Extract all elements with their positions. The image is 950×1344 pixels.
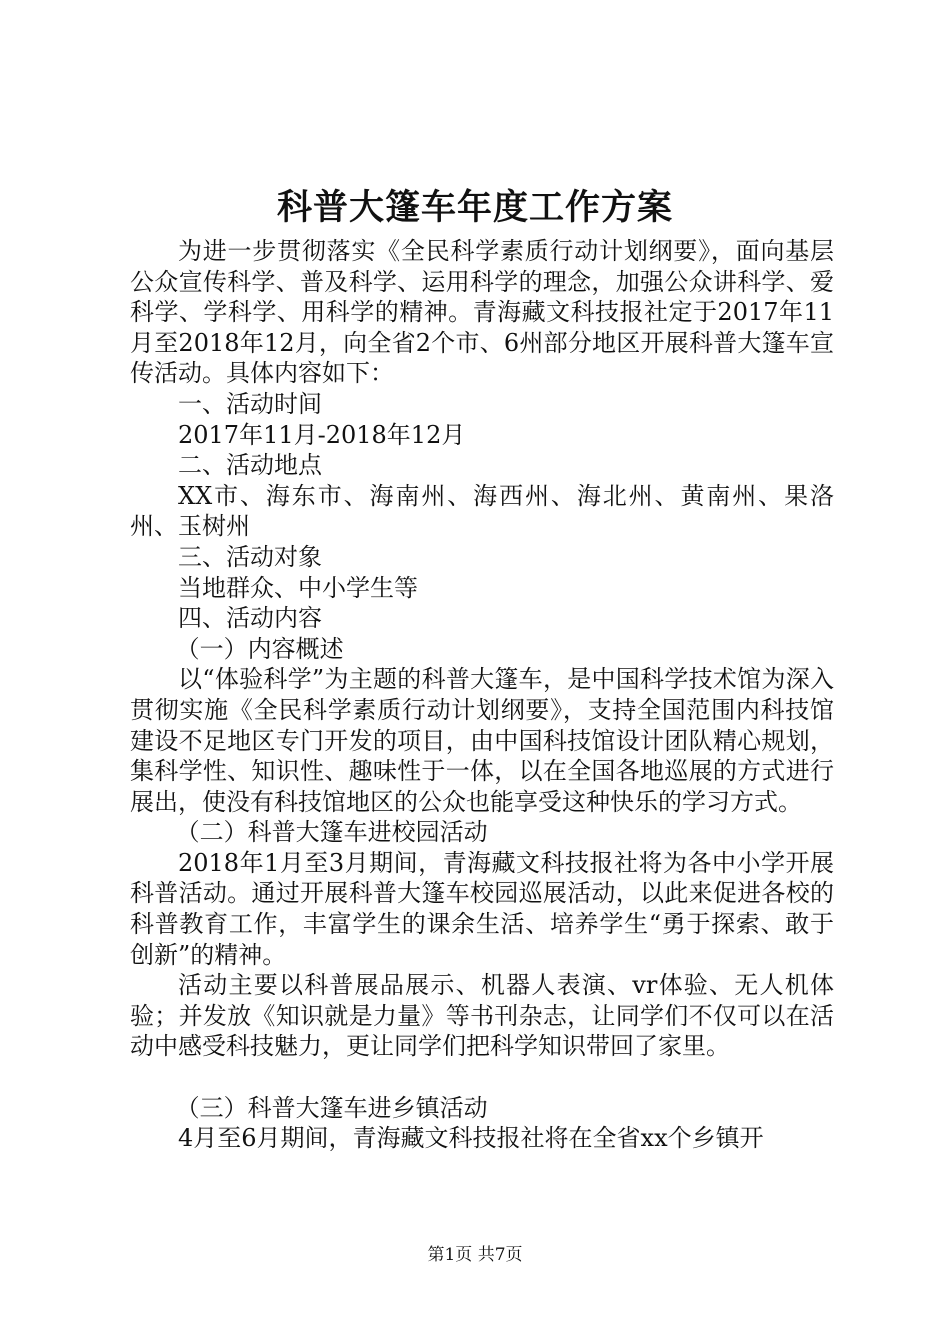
subsection-heading-campus: （二）科普大篷车进校园活动: [175, 818, 488, 847]
campus-paragraph-1: 2018年1月至3月期间，青海藏文科技报社将为各中小学开展科普活动。通过开展科普大篷车校园巡展活动，以此来促进各校的科普教育工作，丰富学生的课余生活、培养学生“勇于探索、敢于创新”的精神。: [130, 848, 834, 969]
activity-time: 2017年11月-2018年12月: [178, 420, 466, 449]
campus-paragraph-2: 活动主要以科普展品展示、机器人表演、vr体验、无人机体验；并发放《知识就是力量》等书刊杂志，让同学们不仅可以在活动中感受科技魅力，更让同学们把科学知识带回了家里。: [130, 971, 834, 1061]
activity-location: XX市、海东市、海南州、海西州、海北州、黄南州、果洛州、玉树州: [130, 481, 834, 541]
section-heading-audience: 三、活动对象: [178, 542, 322, 571]
document-body: [130, 236, 834, 1154]
overview-paragraph: 以“体验科学”为主题的科普大篷车，是中国科学技术馆为深入贯彻实施《全民科学素质行动计划纲要》，支持全国范围内科技馆建设不足地区专门开发的项目，由中国科技馆设计团队精心规划，集科学性、知识性、趣味性于一体，以在全国各地巡展的方式进行展出，使没有科技馆地区的公众也能享受这种快乐的学习方式。: [130, 665, 834, 816]
section-heading-time: 一、活动时间: [178, 389, 322, 418]
intro-paragraph: 为进一步贯彻落实《全民科学素质行动计划纲要》，面向基层公众宣传科学、普及科学、运用科学的理念，加强公众讲科学、爱科学、学科学、用科学的精神。青海藏文科技报社定于2017年11月至2018年12月，向全省2个市、6州部分地区开展科普大篷车宣传活动。具体内容如下：: [130, 237, 834, 388]
subsection-heading-township: （三）科普大篷车进乡镇活动: [175, 1093, 488, 1122]
page-footer: 第1页 共7页: [427, 1245, 523, 1265]
activity-audience: 当地群众、中小学生等: [178, 573, 418, 602]
subsection-heading-overview: （一）内容概述: [175, 634, 344, 663]
document-title: 科普大篷车年度工作方案: [276, 187, 673, 228]
section-heading-location: 二、活动地点: [178, 451, 322, 480]
township-paragraph: 4月至6月期间，青海藏文科技报社将在全省xx个乡镇开: [178, 1124, 764, 1153]
section-heading-content: 四、活动内容: [178, 604, 322, 633]
